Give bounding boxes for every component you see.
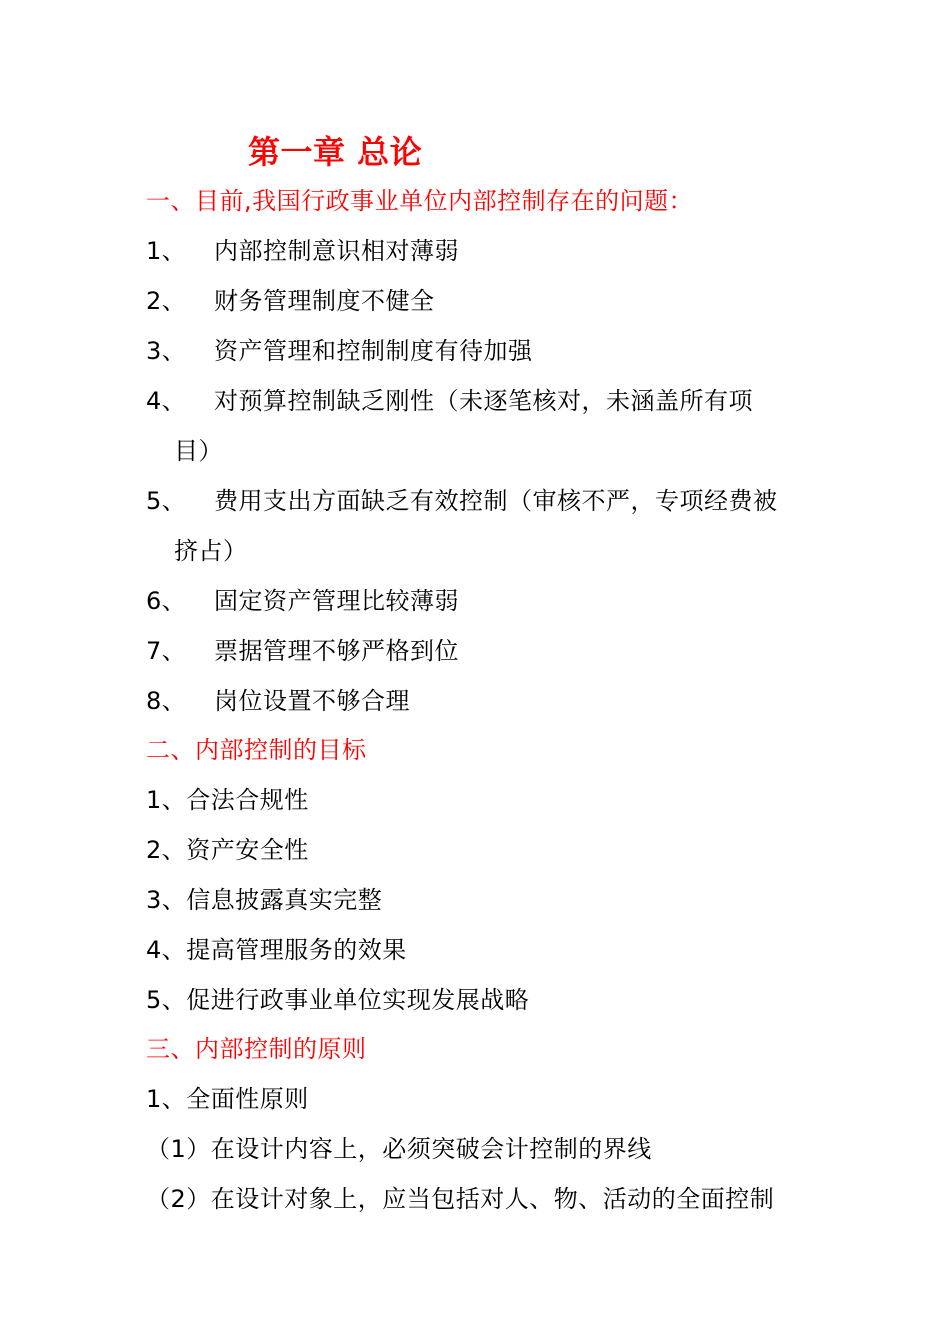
sub-list-item: （1）在设计内容上，必须突破会计控制的界线 — [146, 1135, 652, 1163]
list-item-number: 1、 — [146, 237, 187, 265]
chapter-title: 第一章 总论 — [248, 133, 423, 171]
list-item-number: 4、 — [146, 387, 187, 415]
section-heading-problems: 一、目前,我国行政事业单位内部控制存在的问题： — [146, 187, 694, 215]
list-item-number: 3、 — [146, 337, 187, 365]
list-item — [146, 686, 410, 716]
list-item-text: 岗位设置不够合理 — [214, 687, 410, 715]
list-item-text: 对预算控制缺乏刚性（未逐笔核对，未涵盖所有项 — [214, 387, 753, 415]
list-item-continuation: 目） — [174, 437, 223, 465]
list-item: 4、提高管理服务的效果 — [146, 936, 407, 964]
list-item — [146, 486, 778, 516]
list-item — [146, 286, 435, 316]
list-item: 1、全面性原则 — [146, 1085, 309, 1113]
list-item-number: 6、 — [146, 587, 187, 615]
list-item-text: 费用支出方面缺乏有效控制（审核不严，专项经费被 — [214, 487, 778, 515]
list-item — [146, 386, 753, 416]
list-item — [146, 586, 459, 616]
list-item — [146, 336, 533, 366]
list-item-text: 资产管理和控制制度有待加强 — [214, 337, 533, 365]
list-item-number: 5、 — [146, 487, 187, 515]
list-item — [146, 236, 459, 266]
list-item — [146, 636, 459, 666]
section-heading-objectives: 二、内部控制的目标 — [146, 736, 367, 764]
sub-list-item: （2）在设计对象上，应当包括对人、物、活动的全面控制 — [146, 1185, 775, 1213]
list-item-number: 7、 — [146, 637, 187, 665]
list-item: 1、合法合规性 — [146, 786, 309, 814]
list-item-number: 8、 — [146, 687, 187, 715]
list-item-text: 内部控制意识相对薄弱 — [214, 237, 459, 265]
list-item: 3、信息披露真实完整 — [146, 886, 383, 914]
list-item-text: 票据管理不够严格到位 — [214, 637, 459, 665]
list-item-number: 2、 — [146, 287, 187, 315]
section-heading-principles: 三、内部控制的原则 — [146, 1035, 367, 1063]
list-item-text: 固定资产管理比较薄弱 — [214, 587, 459, 615]
list-item-text: 财务管理制度不健全 — [214, 287, 435, 315]
list-item-continuation: 挤占） — [174, 537, 248, 565]
list-item: 5、促进行政事业单位实现发展战略 — [146, 986, 530, 1014]
list-item: 2、资产安全性 — [146, 836, 309, 864]
